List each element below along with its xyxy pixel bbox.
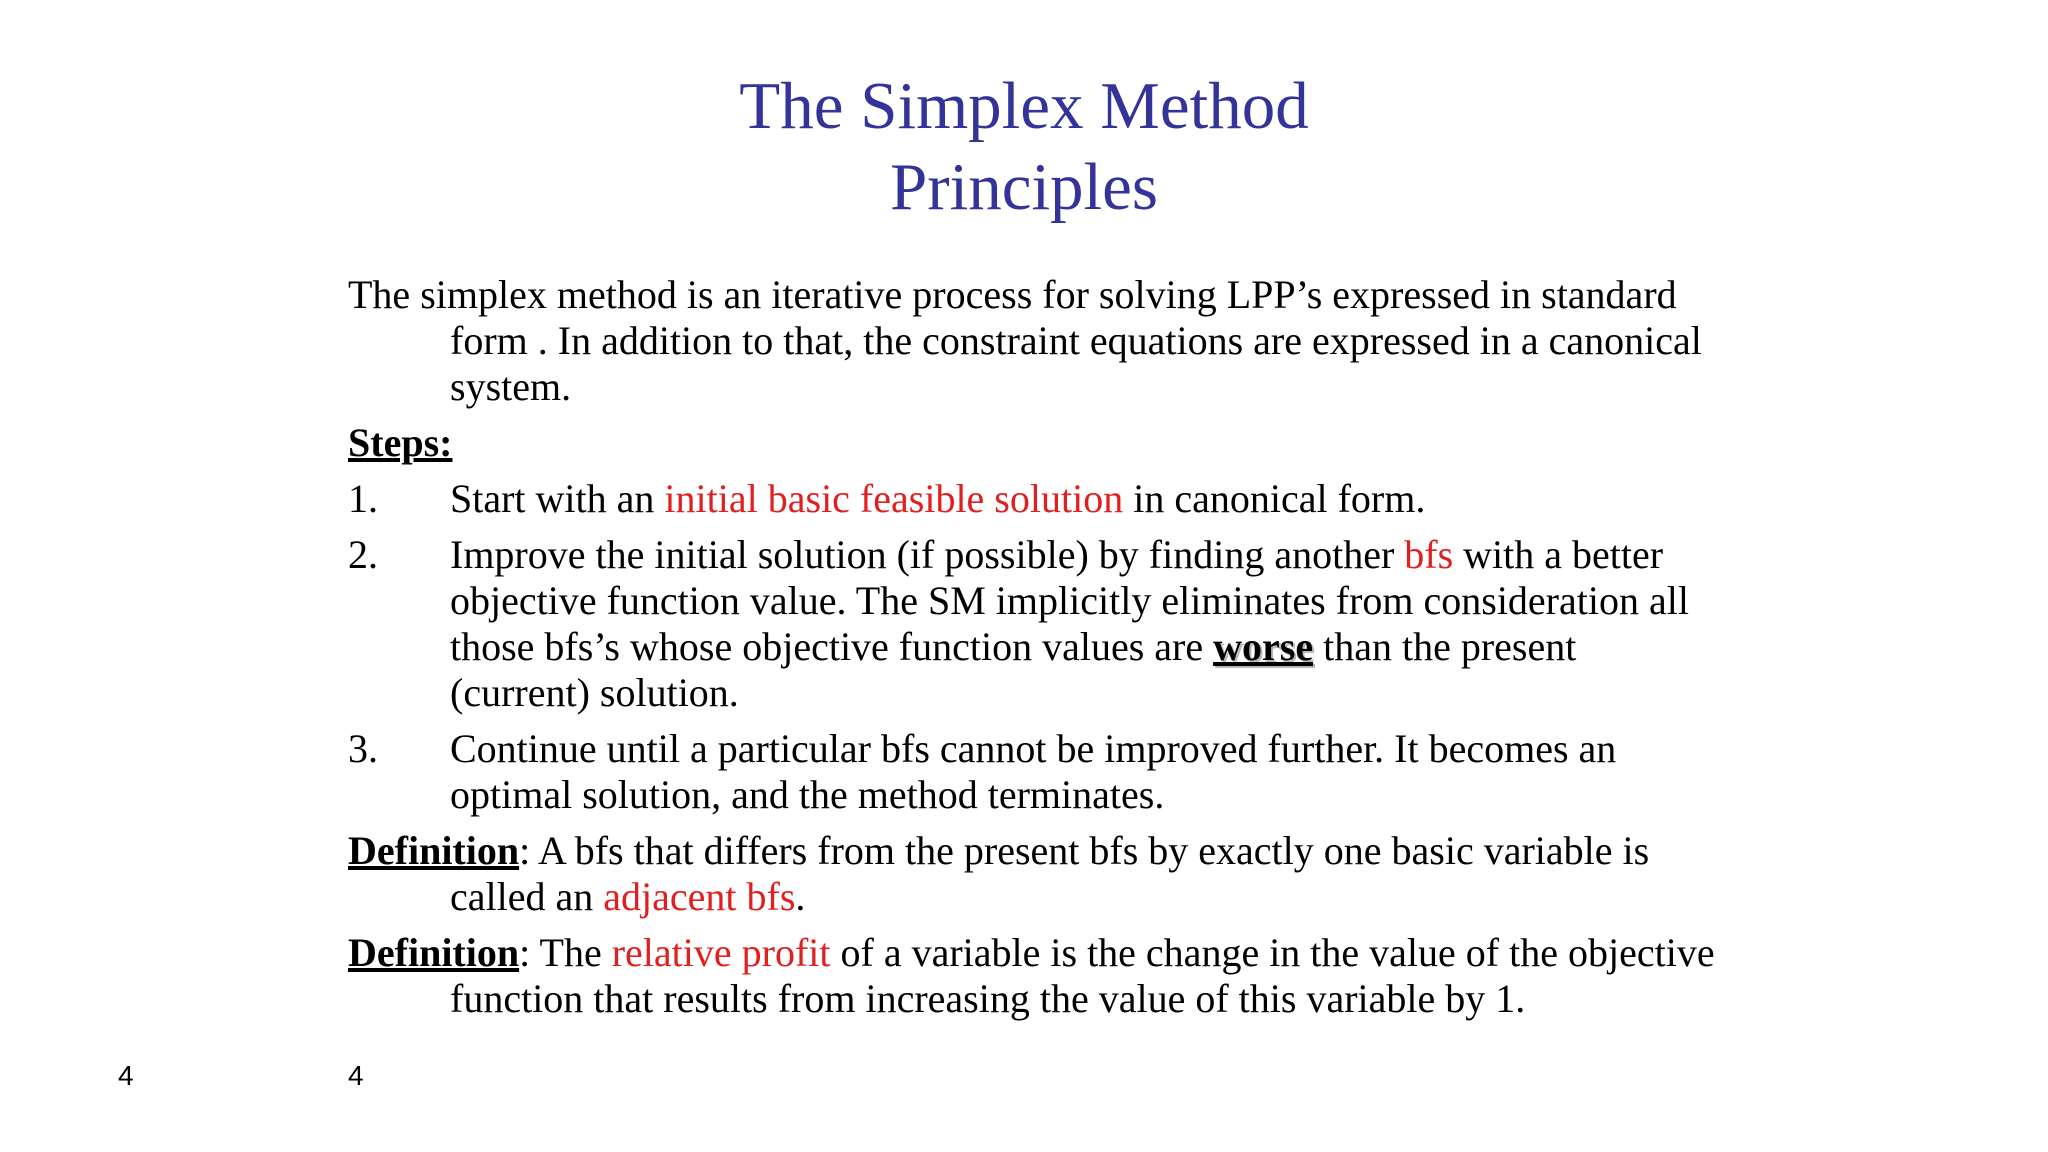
step-3-text: Continue until a particular bfs cannot be improved further. It becomes an optimal solution, and the method terminates. bbox=[450, 726, 1617, 817]
step-2-text-after: than the present (current) solution. bbox=[450, 624, 1577, 715]
step-2-number: 2. bbox=[348, 532, 378, 577]
step-2-text-before: Improve the initial solution (if possible) by finding another bbox=[450, 532, 1405, 577]
definition-1-highlight: adjacent bfs bbox=[603, 874, 796, 919]
step-2 bbox=[348, 532, 1718, 716]
intro-paragraph: The simplex method is an iterative process for solving LPP’s expressed in standard form . In addition to that, the constraint equations are expressed in a canonical system. bbox=[348, 272, 1702, 409]
steps-heading: Steps: bbox=[348, 420, 453, 465]
definition-2-highlight: relative profit bbox=[611, 930, 831, 975]
definition-relative-profit bbox=[348, 930, 1718, 1022]
definition-adjacent-bfs bbox=[348, 828, 1718, 920]
page-number-left: 4 bbox=[118, 1060, 134, 1091]
step-1-text-after: in canonical form. bbox=[1123, 476, 1426, 521]
step-1-highlight: initial basic feasible solution bbox=[664, 476, 1124, 521]
slide-title bbox=[0, 66, 2048, 228]
definition-2-text-after: of a variable is the change in the value of the objective function that results from increasing the value of this variable by 1. bbox=[450, 930, 1715, 1021]
definition-1-text-before: : A bfs that differs from the present bfs by exactly one basic variable is called an bbox=[450, 828, 1650, 919]
title-line-2: Principles bbox=[890, 150, 1158, 224]
step-2-emphasis: worse bbox=[1213, 624, 1314, 669]
definition-1-text-after: . bbox=[795, 874, 806, 919]
step-3-number: 3. bbox=[348, 726, 378, 771]
definition-2-text-before: : The bbox=[519, 930, 612, 975]
page-number-right: 4 bbox=[348, 1060, 364, 1091]
title-line-1: The Simplex Method bbox=[739, 69, 1309, 143]
step-1-number: 1. bbox=[348, 476, 378, 521]
step-1 bbox=[348, 476, 1718, 522]
definition-2-term: Definition bbox=[348, 930, 520, 975]
slide-body bbox=[348, 272, 1718, 1032]
step-2-text-middle: with a better objective function value. The SM implicitly eliminates from consideration all those bfs’s whose objective function values are bbox=[450, 532, 1689, 669]
step-3 bbox=[348, 726, 1718, 818]
step-1-text-before: Start with an bbox=[450, 476, 665, 521]
step-2-highlight: bfs bbox=[1404, 532, 1454, 577]
definition-1-term: Definition bbox=[348, 828, 520, 873]
